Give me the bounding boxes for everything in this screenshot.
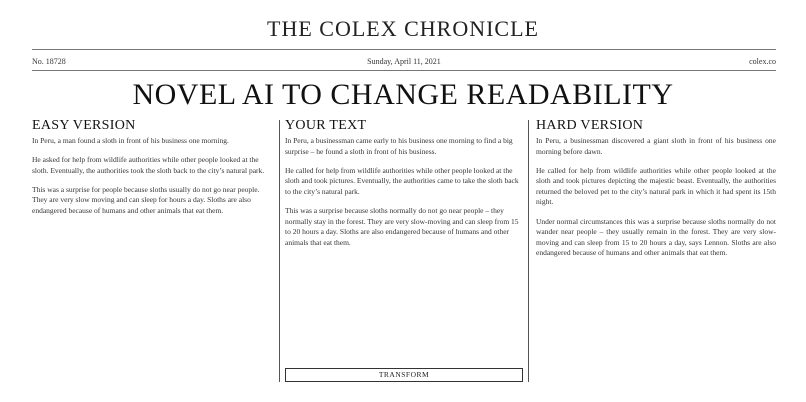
column-divider	[279, 120, 280, 382]
hard-paragraph: Under normal circumstances this was a surprise because sloths normally do not wander near people – they usually remain in the forest. They are very slow-moving and can sleep from 15 to 20 hours a day, says Lennon. Sloths are also endangered because of humans and other animals that eat them.	[536, 216, 776, 258]
your-text-heading: YOUR TEXT	[285, 118, 367, 133]
your-text-paragraph[interactable]: He called for help from wildlife authorities while other people looked at the sloth and took pictures. Eventually, the authorities came to take the sloth back to the city’s natural park.	[285, 165, 519, 196]
your-text-paragraph[interactable]: This was a surprise because sloths normally do not go near people – they normally stay in the forest. They are very slow-moving and can sleep from 15 to 20 hours a day. Sloths are also endangered because of humans and other animals that eat them.	[285, 205, 519, 247]
hard-paragraph: He called for help from wildlife authorities while other people looked at the sloth and took pictures depicting the majestic beast. Eventually, the authorities returned the beloved pet to the city’s natural park in which it had spent its 15th night.	[536, 165, 776, 207]
easy-paragraph: This was a surprise for people because sloths usually do not go near people. They are very slow moving and can sleep for hours a day. Sloths are also endangered because of humans and other animals that eat them.	[32, 184, 260, 215]
header-top-rule	[32, 49, 776, 50]
info-bar	[32, 55, 776, 69]
transform-button[interactable]: TRANSFORM	[285, 368, 523, 382]
easy-version-heading: EASY VERSION	[32, 118, 136, 133]
your-text-column[interactable]	[285, 118, 525, 257]
site-link[interactable]: colex.co	[749, 57, 776, 66]
masthead-title: THE COLEX CHRONICLE	[267, 16, 539, 41]
hard-version-heading: HARD VERSION	[536, 118, 644, 133]
hard-paragraph: In Peru, a businessman discovered a giant sloth in front of his business one morning before dawn.	[536, 136, 776, 156]
easy-paragraph: He asked for help from wildlife authorities while other people looked at the sloth. Eventually, the authorities took the sloth back to the city’s natural park.	[32, 155, 265, 175]
issue-number: No. 18728	[32, 57, 66, 66]
easy-paragraph: In Peru, a man found a sloth in front of his business one morning.	[32, 136, 229, 145]
hard-version-column	[536, 118, 776, 267]
issue-date: Sunday, April 11, 2021	[367, 57, 441, 66]
column-divider	[528, 120, 529, 382]
header-bottom-rule	[32, 70, 776, 71]
easy-version-column	[32, 118, 272, 225]
your-text-paragraph[interactable]: In Peru, a businessman came early to his business one morning to find a big surprise – he found a sloth in front of his business.	[285, 136, 513, 156]
page-headline: NOVEL AI TO CHANGE READABILITY	[132, 78, 674, 111]
